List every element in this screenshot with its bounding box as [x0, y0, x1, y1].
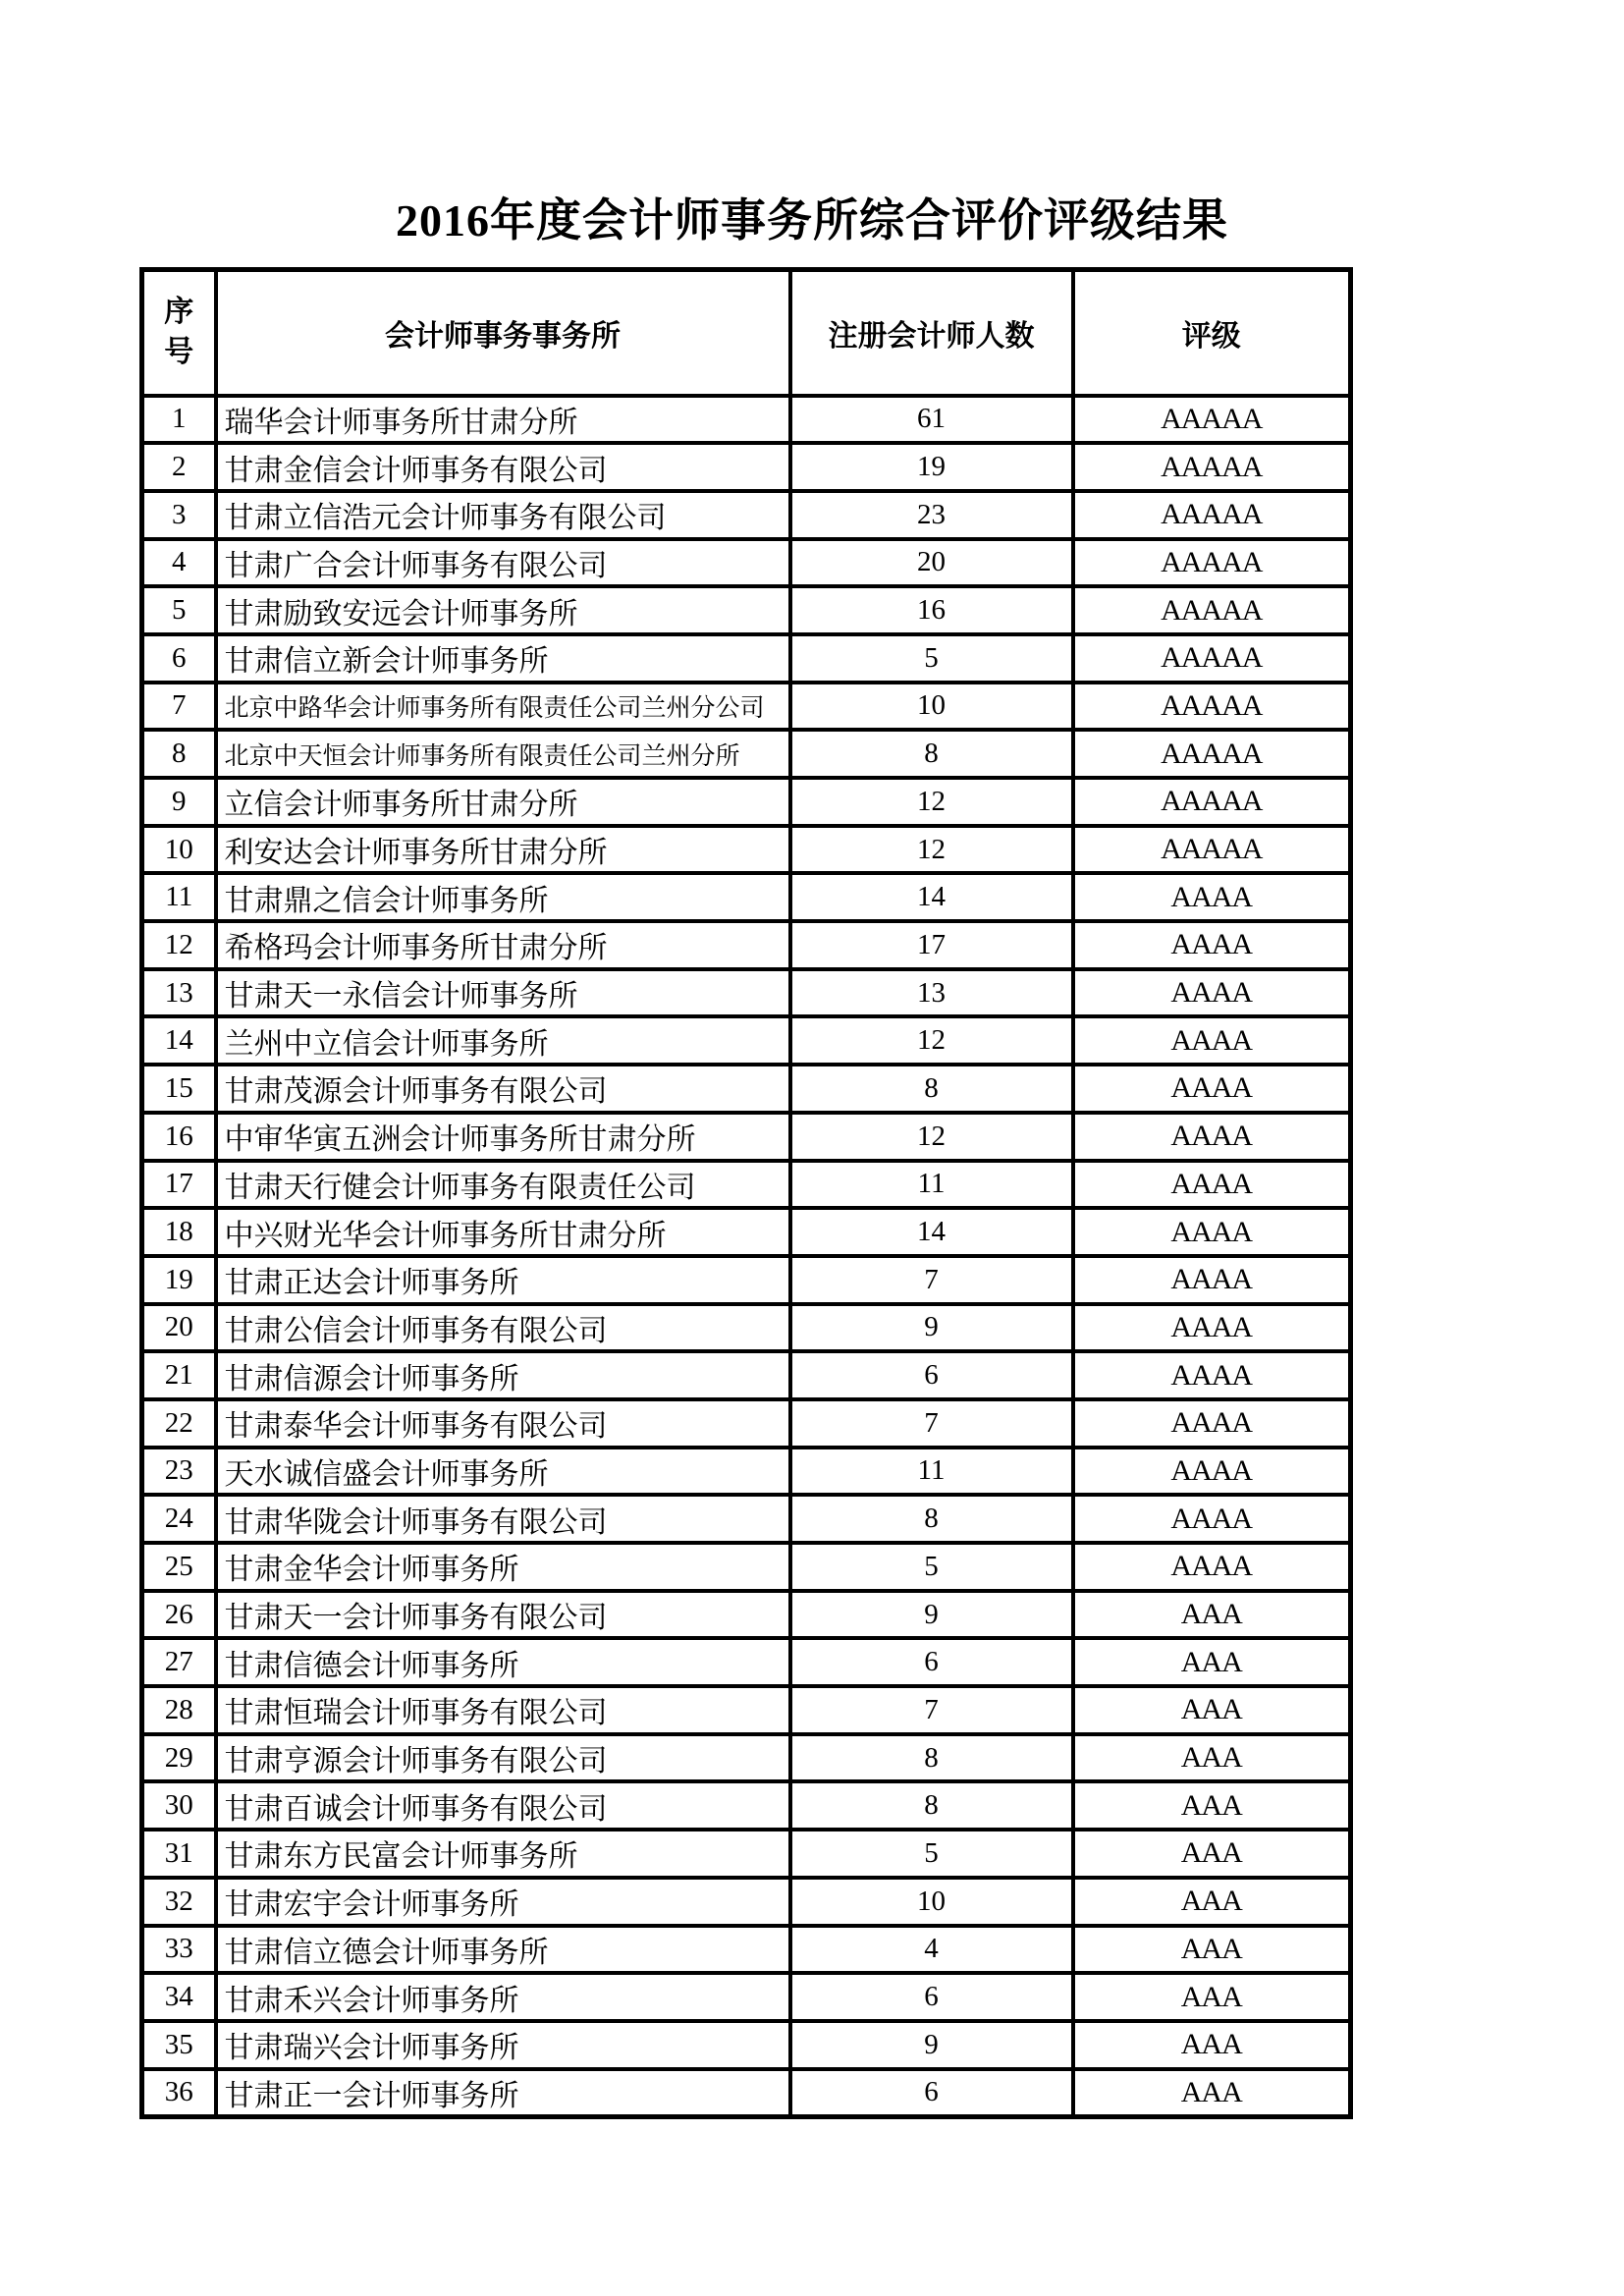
firm-name: 甘肃信立新会计师事务所 — [216, 634, 790, 683]
rating-value: AAAA — [1073, 1016, 1351, 1065]
table-row — [142, 1065, 1351, 1113]
table-row — [142, 778, 1351, 826]
table-row — [142, 491, 1351, 539]
rating-value: AAAA — [1073, 969, 1351, 1017]
accountant-count: 11 — [790, 1448, 1073, 1496]
row-index: 20 — [142, 1304, 216, 1352]
table-row — [142, 921, 1351, 969]
table-row — [142, 634, 1351, 683]
rating-value: AAA — [1073, 1878, 1351, 1926]
firm-name: 甘肃鼎之信会计师事务所 — [216, 873, 790, 921]
firm-name: 北京中路华会计师事务所有限责任公司兰州分公司 — [216, 683, 790, 731]
accountant-count: 17 — [790, 921, 1073, 969]
rating-value: AAAA — [1073, 1448, 1351, 1496]
table-row — [142, 396, 1351, 444]
table-row — [142, 1448, 1351, 1496]
accountant-count: 9 — [790, 1591, 1073, 1639]
rating-value: AAA — [1073, 1973, 1351, 2021]
accountant-count: 6 — [790, 1351, 1073, 1399]
rating-value: AAAAA — [1073, 586, 1351, 634]
accountant-count: 6 — [790, 2069, 1073, 2117]
table-row — [142, 873, 1351, 921]
accountant-count: 7 — [790, 1399, 1073, 1448]
rating-value: AAA — [1073, 2021, 1351, 2069]
firm-name: 甘肃百诚会计师事务有限公司 — [216, 1781, 790, 1830]
firm-name: 兰州中立信会计师事务所 — [216, 1016, 790, 1065]
firm-name: 甘肃广合会计师事务有限公司 — [216, 539, 790, 587]
firm-name: 甘肃公信会计师事务有限公司 — [216, 1304, 790, 1352]
firm-name: 天水诚信盛会计师事务所 — [216, 1448, 790, 1496]
table-body — [142, 396, 1351, 2117]
firm-name: 甘肃泰华会计师事务有限公司 — [216, 1399, 790, 1448]
header-rating: 评级 — [1073, 270, 1351, 396]
row-index: 14 — [142, 1016, 216, 1065]
row-index: 15 — [142, 1065, 216, 1113]
firm-name: 甘肃禾兴会计师事务所 — [216, 1973, 790, 2021]
firm-name: 甘肃瑞兴会计师事务所 — [216, 2021, 790, 2069]
header-accountants: 注册会计师人数 — [790, 270, 1073, 396]
table-row — [142, 1543, 1351, 1591]
header-firm: 会计师事务事务所 — [216, 270, 790, 396]
rating-value: AAA — [1073, 1926, 1351, 1974]
firm-name: 甘肃茂源会计师事务有限公司 — [216, 1065, 790, 1113]
accountant-count: 12 — [790, 778, 1073, 826]
page-title: 2016年度会计师事务所综合评价评级结果 — [396, 195, 1228, 246]
firm-name: 甘肃金信会计师事务有限公司 — [216, 443, 790, 491]
row-index: 10 — [142, 826, 216, 874]
rating-value: AAA — [1073, 1638, 1351, 1686]
row-index: 21 — [142, 1351, 216, 1399]
row-index: 11 — [142, 873, 216, 921]
firm-name: 甘肃恒瑞会计师事务有限公司 — [216, 1686, 790, 1734]
accountant-count: 8 — [790, 1734, 1073, 1782]
rating-value: AAAAA — [1073, 539, 1351, 587]
rating-value: AAAA — [1073, 1208, 1351, 1256]
rating-value: AAA — [1073, 2069, 1351, 2117]
table-row — [142, 2069, 1351, 2117]
firm-name: 中兴财光华会计师事务所甘肃分所 — [216, 1208, 790, 1256]
rating-value: AAA — [1073, 1781, 1351, 1830]
table-row — [142, 1926, 1351, 1974]
row-index: 22 — [142, 1399, 216, 1448]
rating-value: AAAA — [1073, 1113, 1351, 1161]
accountant-count: 61 — [790, 396, 1073, 444]
row-index: 35 — [142, 2021, 216, 2069]
accountant-count: 20 — [790, 539, 1073, 587]
accountant-count: 10 — [790, 683, 1073, 731]
table-row — [142, 443, 1351, 491]
accountant-count: 8 — [790, 1781, 1073, 1830]
rating-value: AAAAA — [1073, 634, 1351, 683]
accountant-count: 10 — [790, 1878, 1073, 1926]
rating-value: AAAAA — [1073, 491, 1351, 539]
table-row — [142, 1591, 1351, 1639]
row-index: 23 — [142, 1448, 216, 1496]
table-row — [142, 969, 1351, 1017]
rating-value: AAA — [1073, 1734, 1351, 1782]
rating-value: AAA — [1073, 1591, 1351, 1639]
table-row — [142, 586, 1351, 634]
table-row — [142, 1113, 1351, 1161]
accountant-count: 8 — [790, 730, 1073, 778]
rating-value: AAAA — [1073, 1161, 1351, 1209]
row-index: 3 — [142, 491, 216, 539]
table-row — [142, 2021, 1351, 2069]
firm-name: 甘肃正达会计师事务所 — [216, 1256, 790, 1304]
table-row — [142, 1878, 1351, 1926]
rating-value: AAAAA — [1073, 683, 1351, 731]
row-index: 34 — [142, 1973, 216, 2021]
row-index: 4 — [142, 539, 216, 587]
row-index: 12 — [142, 921, 216, 969]
rating-value: AAAA — [1073, 1495, 1351, 1543]
table-row — [142, 1161, 1351, 1209]
firm-name: 甘肃信源会计师事务所 — [216, 1351, 790, 1399]
firm-name: 北京中天恒会计师事务所有限责任公司兰州分所 — [216, 730, 790, 778]
accountant-count: 5 — [790, 1830, 1073, 1878]
accountant-count: 13 — [790, 969, 1073, 1017]
rating-value: AAAA — [1073, 873, 1351, 921]
row-index: 13 — [142, 969, 216, 1017]
firm-name: 甘肃天一会计师事务有限公司 — [216, 1591, 790, 1639]
accountant-count: 7 — [790, 1686, 1073, 1734]
accountant-count: 12 — [790, 826, 1073, 874]
accountant-count: 14 — [790, 1208, 1073, 1256]
row-index: 33 — [142, 1926, 216, 1974]
rating-value: AAAA — [1073, 1256, 1351, 1304]
header-index-label: 序号 — [164, 296, 194, 368]
firm-name: 甘肃宏宇会计师事务所 — [216, 1878, 790, 1926]
rating-value: AAAAA — [1073, 826, 1351, 874]
row-index: 18 — [142, 1208, 216, 1256]
row-index: 26 — [142, 1591, 216, 1639]
table-row — [142, 1495, 1351, 1543]
row-index: 24 — [142, 1495, 216, 1543]
rating-table — [139, 267, 1353, 2119]
rating-value: AAA — [1073, 1830, 1351, 1878]
firm-name: 甘肃天一永信会计师事务所 — [216, 969, 790, 1017]
row-index: 31 — [142, 1830, 216, 1878]
accountant-count: 12 — [790, 1016, 1073, 1065]
firm-name: 立信会计师事务所甘肃分所 — [216, 778, 790, 826]
accountant-count: 14 — [790, 873, 1073, 921]
rating-value: AAAA — [1073, 1543, 1351, 1591]
table-row — [142, 826, 1351, 874]
table-row — [142, 1830, 1351, 1878]
firm-name: 甘肃信立德会计师事务所 — [216, 1926, 790, 1974]
table-row — [142, 1686, 1351, 1734]
row-index: 32 — [142, 1878, 216, 1926]
rating-value: AAAAA — [1073, 443, 1351, 491]
row-index: 29 — [142, 1734, 216, 1782]
accountant-count: 5 — [790, 1543, 1073, 1591]
row-index: 25 — [142, 1543, 216, 1591]
firm-name: 希格玛会计师事务所甘肃分所 — [216, 921, 790, 969]
table-row — [142, 683, 1351, 731]
firm-name: 甘肃立信浩元会计师事务有限公司 — [216, 491, 790, 539]
table-row — [142, 1638, 1351, 1686]
row-index: 8 — [142, 730, 216, 778]
rating-value: AAAA — [1073, 1304, 1351, 1352]
row-index: 5 — [142, 586, 216, 634]
row-index: 36 — [142, 2069, 216, 2117]
table-row — [142, 1734, 1351, 1782]
firm-name: 甘肃天行健会计师事务有限责任公司 — [216, 1161, 790, 1209]
accountant-count: 16 — [790, 586, 1073, 634]
row-index: 28 — [142, 1686, 216, 1734]
table-row — [142, 1256, 1351, 1304]
rating-value: AAAA — [1073, 1065, 1351, 1113]
row-index: 1 — [142, 396, 216, 444]
table-row — [142, 730, 1351, 778]
accountant-count: 19 — [790, 443, 1073, 491]
table-row — [142, 1016, 1351, 1065]
rating-value: AAAA — [1073, 921, 1351, 969]
row-index: 7 — [142, 683, 216, 731]
header-row — [142, 270, 1351, 396]
rating-value: AAAA — [1073, 1399, 1351, 1448]
row-index: 19 — [142, 1256, 216, 1304]
firm-name: 甘肃金华会计师事务所 — [216, 1543, 790, 1591]
accountant-count: 9 — [790, 2021, 1073, 2069]
firm-name: 瑞华会计师事务所甘肃分所 — [216, 396, 790, 444]
accountant-count: 12 — [790, 1113, 1073, 1161]
table-row — [142, 1351, 1351, 1399]
rating-value: AAAA — [1073, 1351, 1351, 1399]
firm-name: 甘肃东方民富会计师事务所 — [216, 1830, 790, 1878]
header-index — [142, 270, 216, 396]
table-row — [142, 1208, 1351, 1256]
row-index: 30 — [142, 1781, 216, 1830]
rating-value: AAAAA — [1073, 730, 1351, 778]
accountant-count: 4 — [790, 1926, 1073, 1974]
rating-value: AAA — [1073, 1686, 1351, 1734]
table-row — [142, 1781, 1351, 1830]
row-index: 6 — [142, 634, 216, 683]
firm-name: 利安达会计师事务所甘肃分所 — [216, 826, 790, 874]
row-index: 2 — [142, 443, 216, 491]
table-row — [142, 1399, 1351, 1448]
accountant-count: 6 — [790, 1638, 1073, 1686]
rating-value: AAAAA — [1073, 778, 1351, 826]
rating-value: AAAAA — [1073, 396, 1351, 444]
firm-name: 甘肃亨源会计师事务有限公司 — [216, 1734, 790, 1782]
accountant-count: 8 — [790, 1065, 1073, 1113]
accountant-count: 9 — [790, 1304, 1073, 1352]
firm-name: 甘肃正一会计师事务所 — [216, 2069, 790, 2117]
accountant-count: 8 — [790, 1495, 1073, 1543]
firm-name: 中审华寅五洲会计师事务所甘肃分所 — [216, 1113, 790, 1161]
accountant-count: 11 — [790, 1161, 1073, 1209]
accountant-count: 23 — [790, 491, 1073, 539]
firm-name: 甘肃华陇会计师事务有限公司 — [216, 1495, 790, 1543]
accountant-count: 7 — [790, 1256, 1073, 1304]
row-index: 17 — [142, 1161, 216, 1209]
accountant-count: 5 — [790, 634, 1073, 683]
table-row — [142, 1304, 1351, 1352]
table-row — [142, 539, 1351, 587]
accountant-count: 6 — [790, 1973, 1073, 2021]
firm-name: 甘肃励致安远会计师事务所 — [216, 586, 790, 634]
table-row — [142, 1973, 1351, 2021]
row-index: 9 — [142, 778, 216, 826]
row-index: 27 — [142, 1638, 216, 1686]
firm-name: 甘肃信德会计师事务所 — [216, 1638, 790, 1686]
row-index: 16 — [142, 1113, 216, 1161]
